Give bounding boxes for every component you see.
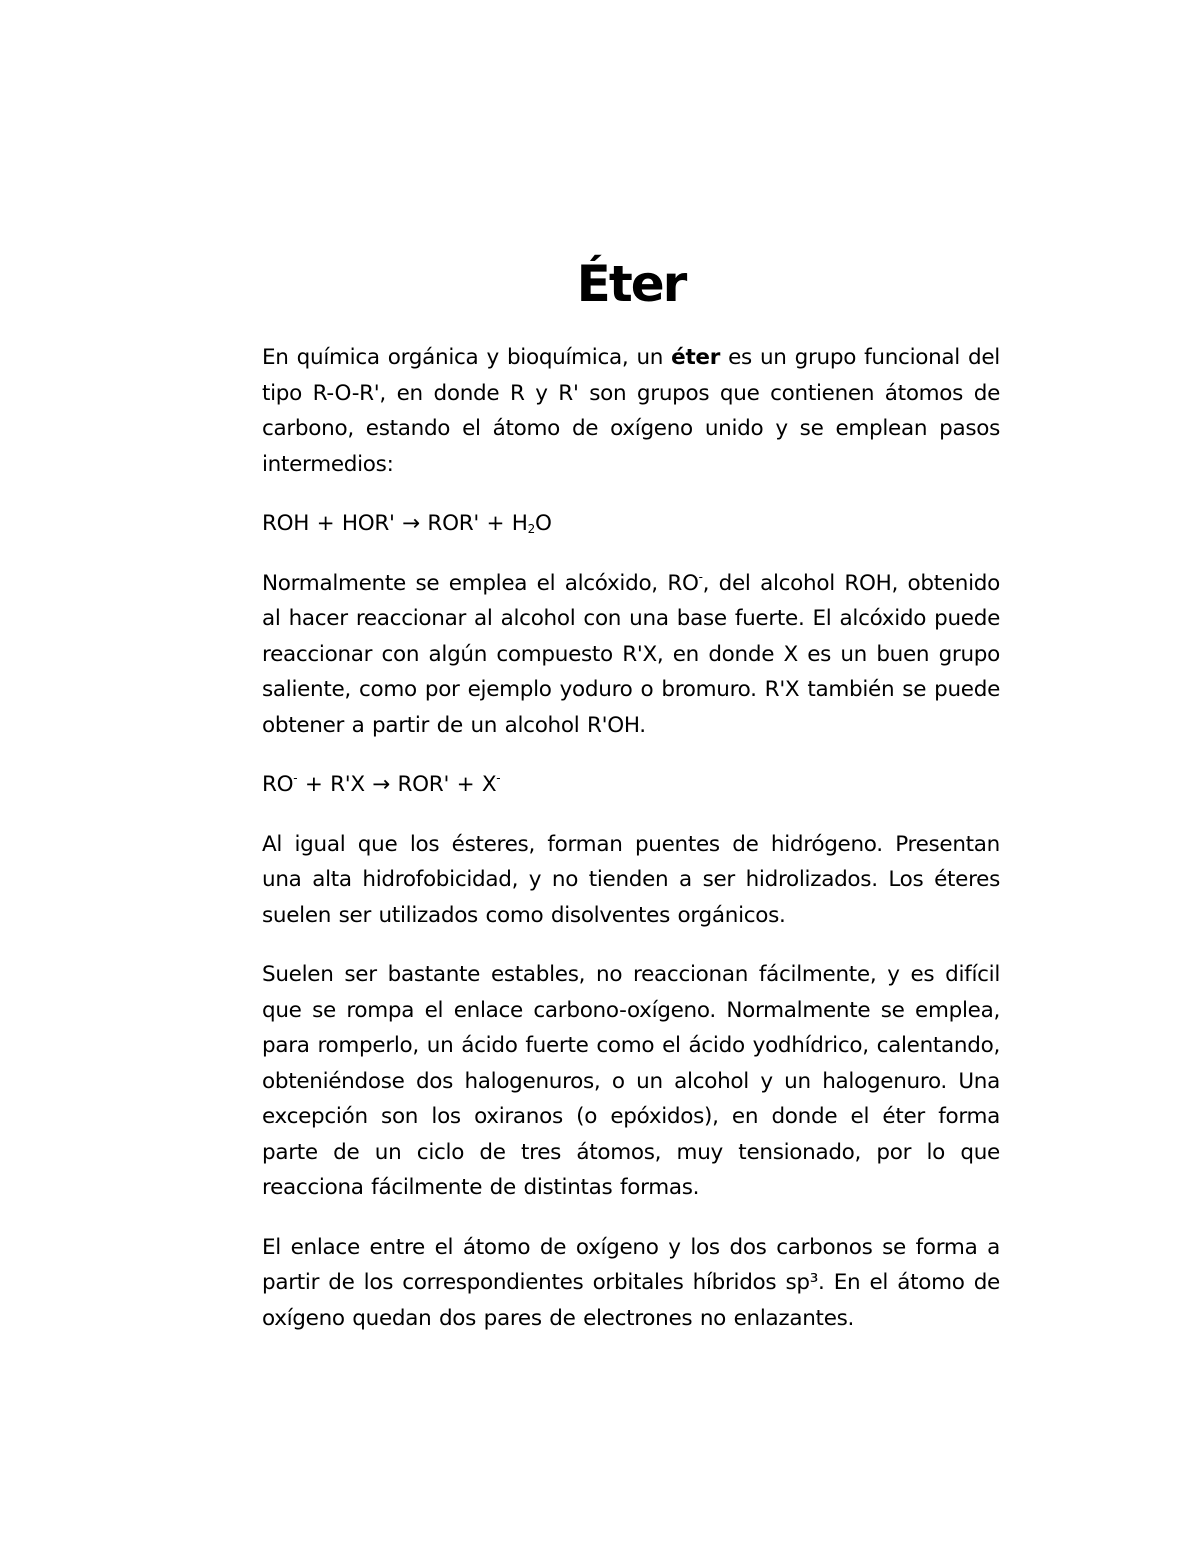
paragraph-reactivity: Suelen ser bastante estables, no reaccionan fácilmente, y es difícil que se rompa el enlace carbono-oxígeno. Normalmente se emplea, para romperlo, un ácido fuerte como el ácido yodhídrico, calentando, obteniéndose dos halogenuros, o un alcohol y un halogenuro. Una excepción son los oxiranos (o epóxidos), en donde el éter forma parte de un ciclo de tres átomos, muy tensionado, por lo que reacciona fácilmente de distintas formas.	[262, 962, 1000, 1200]
document-body	[262, 340, 1000, 1336]
paragraph-alkoxide-text-start: Normalmente se emplea el alcóxido, RO	[262, 570, 699, 596]
paragraph-alkoxide-text-end: , del alcohol ROH, obtenido al hacer reaccionar al alcohol con una base fuerte. El alcóxido puede reaccionar con algún compuesto R'X, en donde X es un buen grupo saliente, como por ejemplo yoduro o bromuro. R'X también se puede obtener a partir de un alcohol R'OH.	[262, 570, 1000, 738]
paragraph-definition-text-start: En química orgánica y bioquímica, un	[262, 345, 672, 370]
superscript-minus-alkoxide: -	[293, 771, 298, 785]
paragraph-alkoxide	[262, 566, 1000, 744]
paragraph-bonding: El enlace entre el átomo de oxígeno y los dos carbonos se forma a partir de los correspondientes orbitales híbridos sp³. En el átomo de oxígeno quedan dos pares de electrones no enlazantes.	[262, 1234, 1000, 1331]
paragraph-properties: Al igual que los ésteres, forman puentes de hidrógeno. Presentan una alta hidrofobicidad, y no tienden a ser hidrolizados. Los éteres suelen ser utilizados como disolventes orgánicos.	[262, 831, 1000, 928]
equation-williamson-start: RO	[262, 772, 294, 797]
paragraph-definition-text-end: es un grupo funcional del tipo R-O-R', en donde R y R' son grupos que contienen átomos de carbono, estando el átomo de oxígeno unido y se emplean pasos intermedios:	[262, 345, 1000, 477]
document-title: Éter	[576, 255, 686, 313]
superscript-minus: -	[698, 569, 703, 584]
bold-term-eter: éter	[671, 345, 721, 370]
equation-williamson	[262, 767, 1000, 803]
paragraph-definition	[262, 340, 1000, 482]
equation-ether-synthesis-end: O	[534, 511, 552, 536]
equation-williamson-middle: + R'X → ROR' + X	[297, 772, 497, 797]
equation-ether-synthesis	[262, 506, 1000, 542]
superscript-minus-halide: -	[496, 771, 501, 785]
equation-ether-synthesis-main: ROH + HOR' → ROR' + H	[262, 511, 528, 536]
subscript-two: 2	[527, 522, 535, 536]
